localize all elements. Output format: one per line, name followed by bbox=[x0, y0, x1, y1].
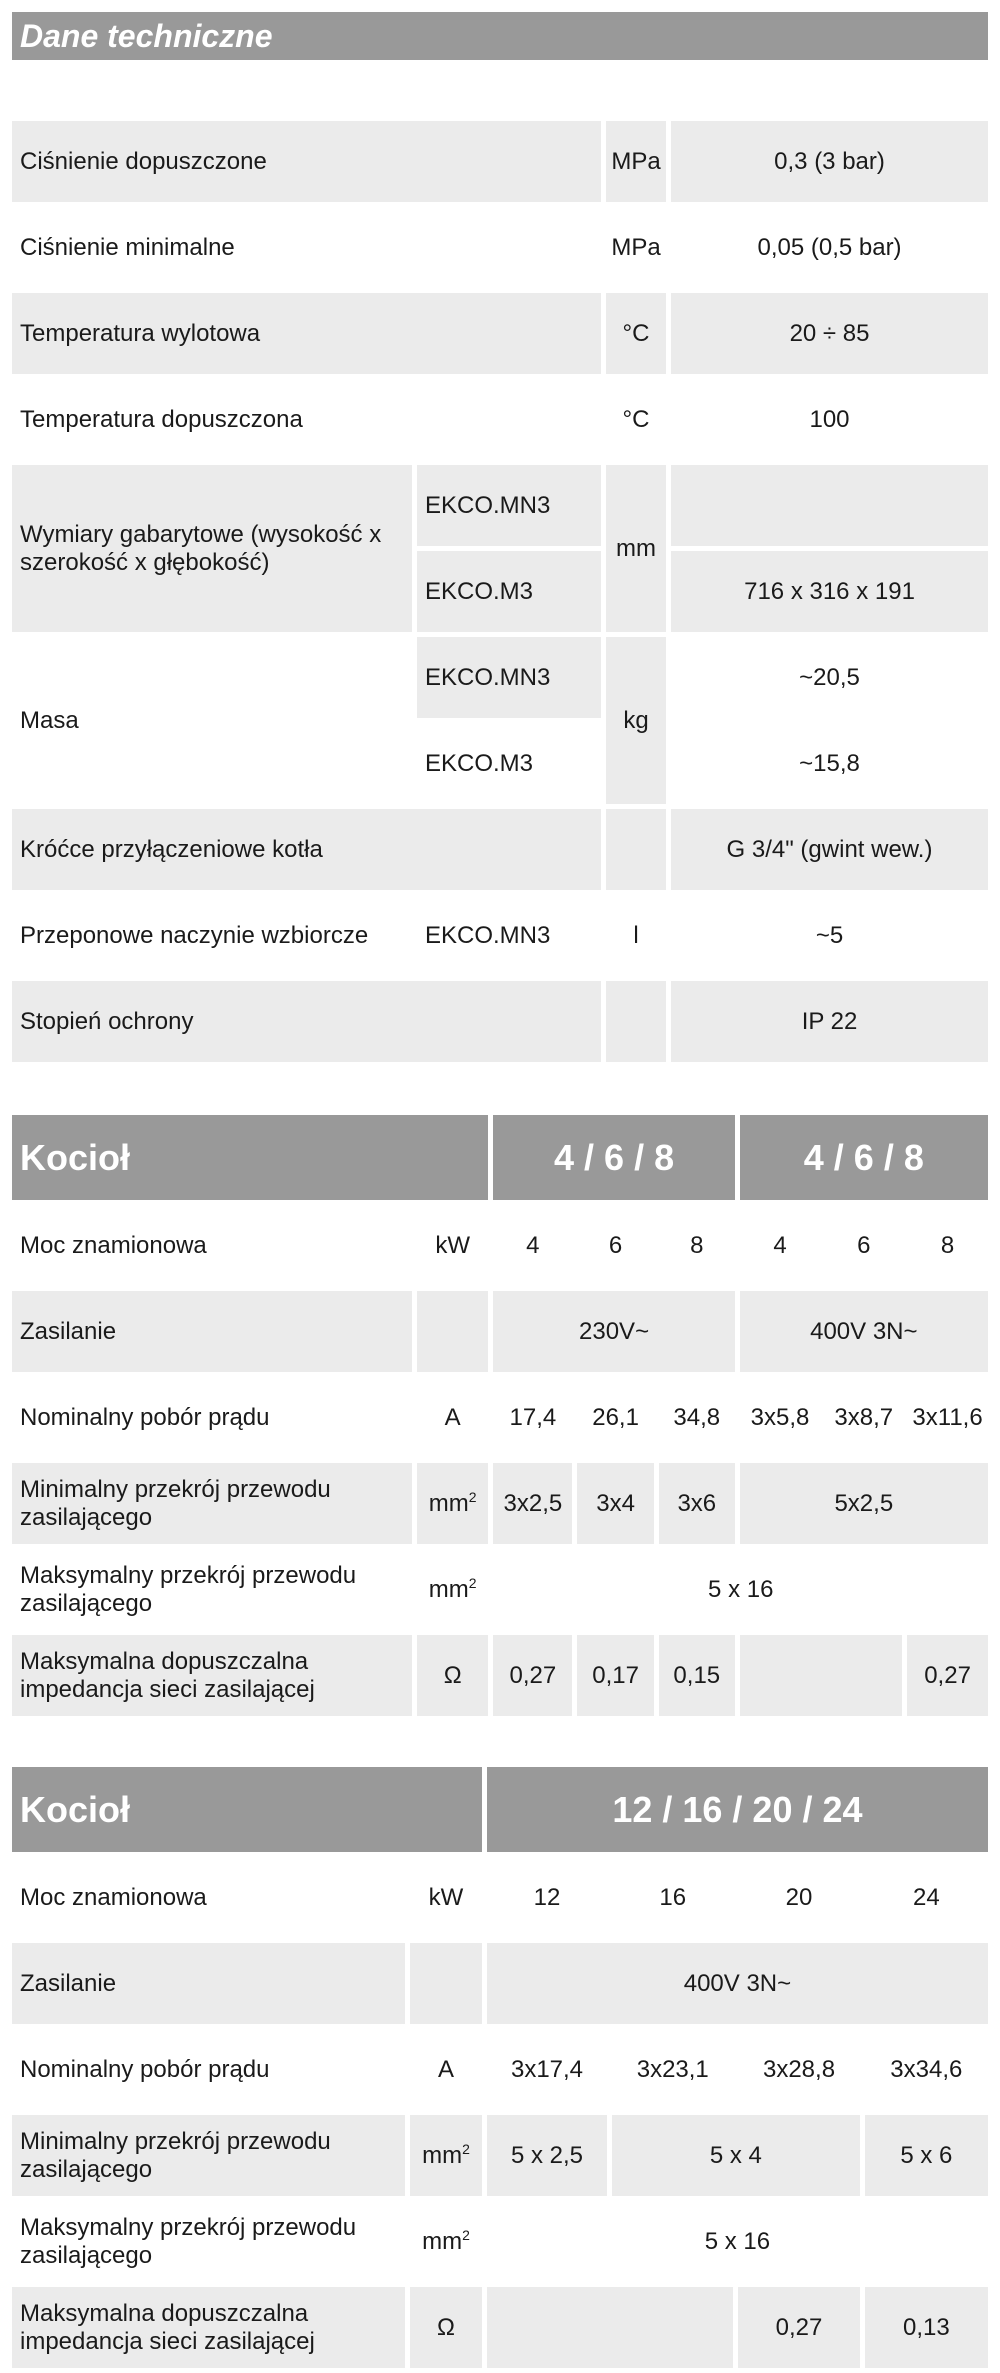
unit-text: mm bbox=[428, 1489, 469, 1517]
row-unit: kW bbox=[417, 1205, 489, 1286]
table-cell: 5 x 16 bbox=[493, 1549, 988, 1630]
row-unit bbox=[417, 1463, 489, 1544]
row-unit: Ω bbox=[410, 2287, 482, 2368]
table-cell: 5 x 6 bbox=[865, 2115, 988, 2196]
table-header-row bbox=[12, 1115, 988, 1200]
row-label: Minimalny przekrój przewodu zasilającego bbox=[12, 1463, 412, 1544]
table-cell: 3x5,8 bbox=[740, 1377, 821, 1458]
table-cell: 3x4 bbox=[577, 1463, 654, 1544]
table-row bbox=[12, 2029, 988, 2110]
table-row bbox=[12, 1635, 988, 1716]
section-title-banner bbox=[12, 12, 988, 60]
row-value: IP 22 bbox=[671, 981, 988, 1062]
row-label: Nominalny pobór prądu bbox=[12, 1377, 412, 1458]
row-value: G 3/4" (gwint wew.) bbox=[671, 809, 988, 890]
table-cell: 0,27 bbox=[738, 2287, 859, 2368]
table-row bbox=[12, 2287, 988, 2368]
row-unit: MPa bbox=[606, 121, 666, 202]
row-unit bbox=[410, 1943, 482, 2024]
row-value: ~5 bbox=[671, 895, 988, 976]
row-label: Maksymalna dopuszczalna impedancja sieci zasilającej bbox=[12, 1635, 412, 1716]
table-cell: 26,1 bbox=[577, 1377, 654, 1458]
row-unit: kg bbox=[606, 637, 666, 804]
row-label: Maksymalny przekrój przewodu zasilającego bbox=[12, 1549, 412, 1630]
table-cell: 6 bbox=[577, 1205, 654, 1286]
row-model: EKCO.MN3 bbox=[417, 895, 601, 976]
table-cell: 0,15 bbox=[659, 1635, 735, 1716]
table-cell: 5x2,5 bbox=[740, 1463, 988, 1544]
row-unit: °C bbox=[606, 379, 666, 460]
row-label: Moc znamionowa bbox=[12, 1205, 412, 1286]
table-row bbox=[12, 2115, 988, 2196]
table-row bbox=[12, 981, 988, 1062]
unit-superscript: 2 bbox=[462, 2140, 470, 2157]
unit-text: mm bbox=[428, 1575, 469, 1603]
row-label: Masa bbox=[12, 637, 412, 804]
table-cell: 5 x 16 bbox=[487, 2201, 988, 2282]
row-label: Zasilanie bbox=[12, 1291, 412, 1372]
row-value: 100 bbox=[671, 379, 988, 460]
unit-superscript: 2 bbox=[468, 1488, 477, 1505]
table-cell bbox=[487, 2287, 734, 2368]
row-value: ~20,5 bbox=[671, 637, 988, 718]
unit-superscript: 2 bbox=[468, 1574, 477, 1591]
table-row bbox=[12, 895, 988, 976]
table-cell: 400V 3N~ bbox=[740, 1291, 988, 1372]
table-row bbox=[12, 1943, 988, 2024]
header-title: Kocioł bbox=[12, 1767, 482, 1852]
table-cell: 0,13 bbox=[865, 2287, 988, 2368]
table-cell: 0,27 bbox=[907, 1635, 988, 1716]
table-cell: 4 bbox=[493, 1205, 572, 1286]
boiler-12-16-20-24-table bbox=[7, 1762, 993, 2373]
header-group-a: 4 / 6 / 8 bbox=[493, 1115, 734, 1200]
row-label: Króćce przyłączeniowe kotła bbox=[12, 809, 601, 890]
row-label: Zasilanie bbox=[12, 1943, 405, 2024]
row-value: 0,05 (0,5 bar) bbox=[671, 207, 988, 288]
table-row bbox=[12, 809, 988, 890]
header-title: Kocioł bbox=[12, 1115, 488, 1200]
table-cell: 3x28,8 bbox=[738, 2029, 859, 2110]
table-row bbox=[12, 121, 988, 202]
table-cell: 3x11,6 bbox=[907, 1377, 988, 1458]
row-model: EKCO.MN3 bbox=[417, 637, 601, 718]
section-title: Dane techniczne bbox=[20, 18, 273, 54]
row-label: Wymiary gabarytowe (wysokość x szerokość x głębokość) bbox=[12, 465, 412, 632]
row-model: EKCO.M3 bbox=[417, 723, 601, 804]
header-group-b: 4 / 6 / 8 bbox=[740, 1115, 988, 1200]
row-unit bbox=[417, 1549, 489, 1630]
row-unit: A bbox=[410, 2029, 482, 2110]
table-cell: 0,27 bbox=[493, 1635, 572, 1716]
row-label: Maksymalny przekrój przewodu zasilającego bbox=[12, 2201, 405, 2282]
row-label: Nominalny pobór prądu bbox=[12, 2029, 405, 2110]
row-unit: l bbox=[606, 895, 666, 976]
row-unit bbox=[410, 2115, 482, 2196]
table-cell: 3x6 bbox=[659, 1463, 735, 1544]
row-unit bbox=[417, 1291, 489, 1372]
table-cell: 5 x 4 bbox=[612, 2115, 860, 2196]
tech-data-table bbox=[7, 116, 993, 1067]
row-label: Minimalny przekrój przewodu zasilającego bbox=[12, 2115, 405, 2196]
unit-superscript: 2 bbox=[462, 2226, 470, 2243]
table-cell: 5 x 2,5 bbox=[487, 2115, 607, 2196]
table-cell: 3x17,4 bbox=[487, 2029, 607, 2110]
table-row bbox=[12, 1377, 988, 1458]
row-label: Stopień ochrony bbox=[12, 981, 601, 1062]
table-cell: 17,4 bbox=[493, 1377, 572, 1458]
table-row bbox=[12, 207, 988, 288]
row-label: Moc znamionowa bbox=[12, 1857, 405, 1938]
row-label: Temperatura dopuszczona bbox=[12, 379, 601, 460]
table-cell: 0,17 bbox=[577, 1635, 654, 1716]
boiler-4-6-8-table bbox=[7, 1110, 993, 1721]
row-value: 716 x 316 x 191 bbox=[671, 551, 988, 632]
row-label: Ciśnienie dopuszczone bbox=[12, 121, 601, 202]
table-row bbox=[12, 1291, 988, 1372]
row-unit bbox=[410, 2201, 482, 2282]
table-cell: 3x23,1 bbox=[612, 2029, 733, 2110]
unit-text: mm bbox=[422, 2141, 463, 2169]
table-row bbox=[12, 1549, 988, 1630]
table-row bbox=[12, 637, 988, 718]
table-row bbox=[12, 2201, 988, 2282]
table-header-row bbox=[12, 1767, 988, 1852]
table-cell: 4 bbox=[740, 1205, 821, 1286]
table-cell: 8 bbox=[659, 1205, 735, 1286]
row-value: 20 ÷ 85 bbox=[671, 293, 988, 374]
row-label: Maksymalna dopuszczalna impedancja sieci zasilającej bbox=[12, 2287, 405, 2368]
row-unit: kW bbox=[410, 1857, 482, 1938]
table-row bbox=[12, 293, 988, 374]
table-cell: 24 bbox=[865, 1857, 988, 1938]
row-value: 0,3 (3 bar) bbox=[671, 121, 988, 202]
row-unit: mm bbox=[606, 465, 666, 632]
table-cell bbox=[740, 1635, 902, 1716]
unit-text: mm bbox=[422, 2227, 463, 2255]
table-cell: 230V~ bbox=[493, 1291, 734, 1372]
table-row bbox=[12, 1205, 988, 1286]
table-row bbox=[12, 1463, 988, 1544]
row-unit bbox=[606, 981, 666, 1062]
row-label: Przeponowe naczynie wzbiorcze bbox=[12, 895, 412, 976]
row-unit: °C bbox=[606, 293, 666, 374]
table-cell: 3x2,5 bbox=[493, 1463, 572, 1544]
table-cell: 16 bbox=[612, 1857, 733, 1938]
row-model: EKCO.M3 bbox=[417, 551, 601, 632]
table-cell: 8 bbox=[907, 1205, 988, 1286]
table-cell: 6 bbox=[825, 1205, 902, 1286]
row-unit: A bbox=[417, 1377, 489, 1458]
row-unit: MPa bbox=[606, 207, 666, 288]
row-model: EKCO.MN3 bbox=[417, 465, 601, 546]
table-cell: 400V 3N~ bbox=[487, 1943, 988, 2024]
row-unit: Ω bbox=[417, 1635, 489, 1716]
table-row bbox=[12, 379, 988, 460]
table-row bbox=[12, 465, 988, 546]
table-cell: 3x8,7 bbox=[825, 1377, 902, 1458]
table-cell: 34,8 bbox=[659, 1377, 735, 1458]
table-cell: 12 bbox=[487, 1857, 607, 1938]
table-row bbox=[12, 1857, 988, 1938]
row-value: ~15,8 bbox=[671, 723, 988, 804]
row-value bbox=[671, 465, 988, 546]
row-label: Temperatura wylotowa bbox=[12, 293, 601, 374]
header-group: 12 / 16 / 20 / 24 bbox=[487, 1767, 988, 1852]
table-cell: 20 bbox=[738, 1857, 859, 1938]
table-cell: 3x34,6 bbox=[865, 2029, 988, 2110]
row-label: Ciśnienie minimalne bbox=[12, 207, 601, 288]
row-unit bbox=[606, 809, 666, 890]
